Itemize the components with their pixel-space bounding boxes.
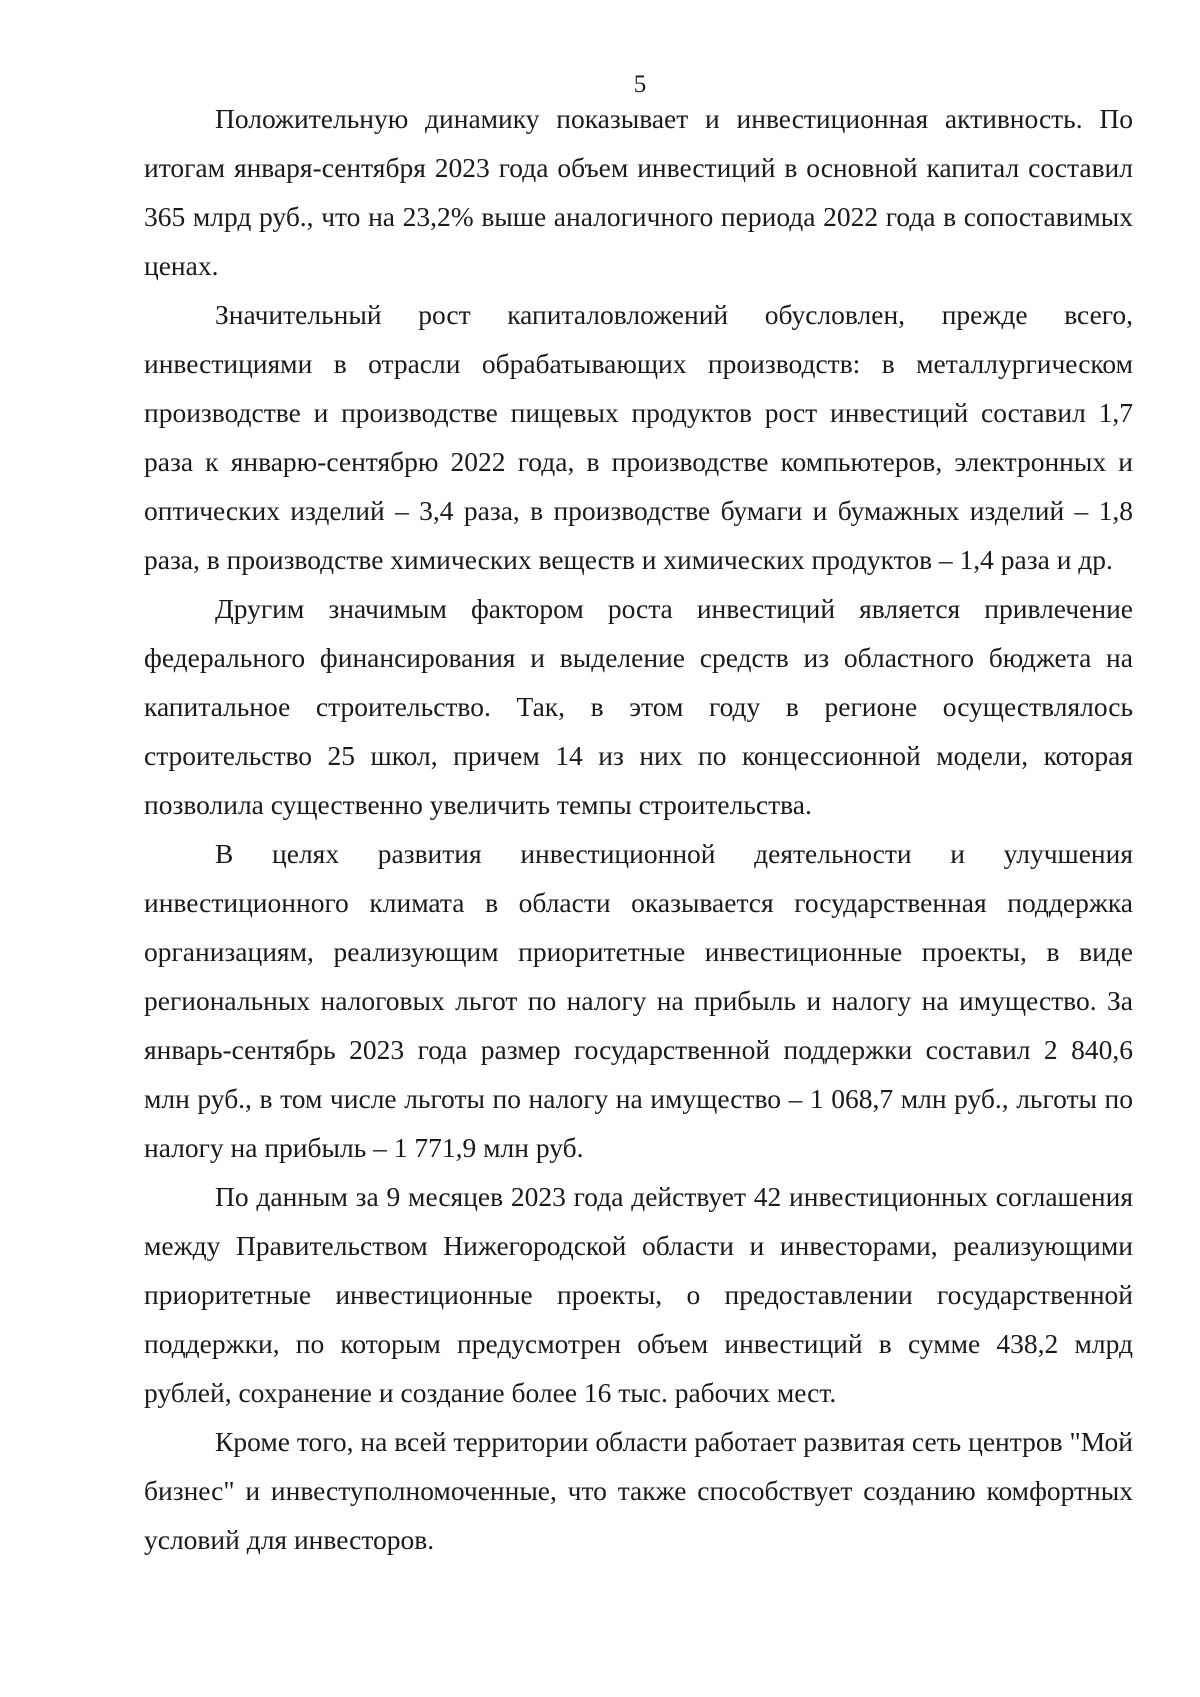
paragraph-investment-activity: Положительную динамику показывает и инвестиционная активность. По итогам января-сентября 2023 года объем инвестиций в основной капитал составил 365 млрд руб., что на 23,2% выше аналогичного периода 2022 года в сопоставимых ценах. [144, 103, 1133, 281]
paragraph-state-support: В целях развития инвестиционной деятельности и улучшения инвестиционного климата в области оказывается государственная поддержка организациям, реализующим приоритетные инвестиционные проекты, в виде региональных налоговых льгот по налогу на прибыль и налогу на имущество. За январь-сентябрь 2023 года размер государственной поддержки составил 2 840,6 млн руб., в том числе льготы по налогу на имущество – 1 068,7 млн руб., льготы по налогу на прибыль – 1 771,9 млн руб. [144, 838, 1133, 1163]
page-number: 5 [633, 71, 647, 98]
paragraph-investment-agreements: По данным за 9 месяцев 2023 года действует 42 инвестиционных соглашения между Правительством Нижегородской области и инвесторами, реализующими приоритетные инвестиционные проекты, о предоставлении государственной поддержки, по которым предусмотрен объем инвестиций в сумме 438,2 млрд рублей, сохранение и создание более 16 тыс. рабочих мест. [144, 1181, 1133, 1408]
document-body [144, 94, 1133, 1564]
paragraph-my-business-centers: Кроме того, на всей территории области работает развитая сеть центров "Мой бизнес" и инвеступолномоченные, что также способствует созданию комфортных условий для инвесторов. [144, 1426, 1133, 1555]
paragraph-federal-financing: Другим значимым фактором роста инвестиций является привлечение федерального финансирования и выделение средств из областного бюджета на капитальное строительство. Так, в этом году в регионе осуществлялось строительство 25 школ, причем 14 из них по концессионной модели, которая позволила существенно увеличить темпы строительства. [144, 593, 1133, 820]
paragraph-capital-investment-growth: Значительный рост капиталовложений обусловлен, прежде всего, инвестициями в отрасли обрабатывающих производств: в металлургическом производстве и производстве пищевых продуктов рост инвестиций составил 1,7 раза к январю-сентябрю 2022 года, в производстве компьютеров, электронных и оптических изделий – 3,4 раза, в производстве бумаги и бумажных изделий – 1,8 раза, в производстве химических веществ и химических продуктов – 1,4 раза и др. [144, 299, 1133, 575]
